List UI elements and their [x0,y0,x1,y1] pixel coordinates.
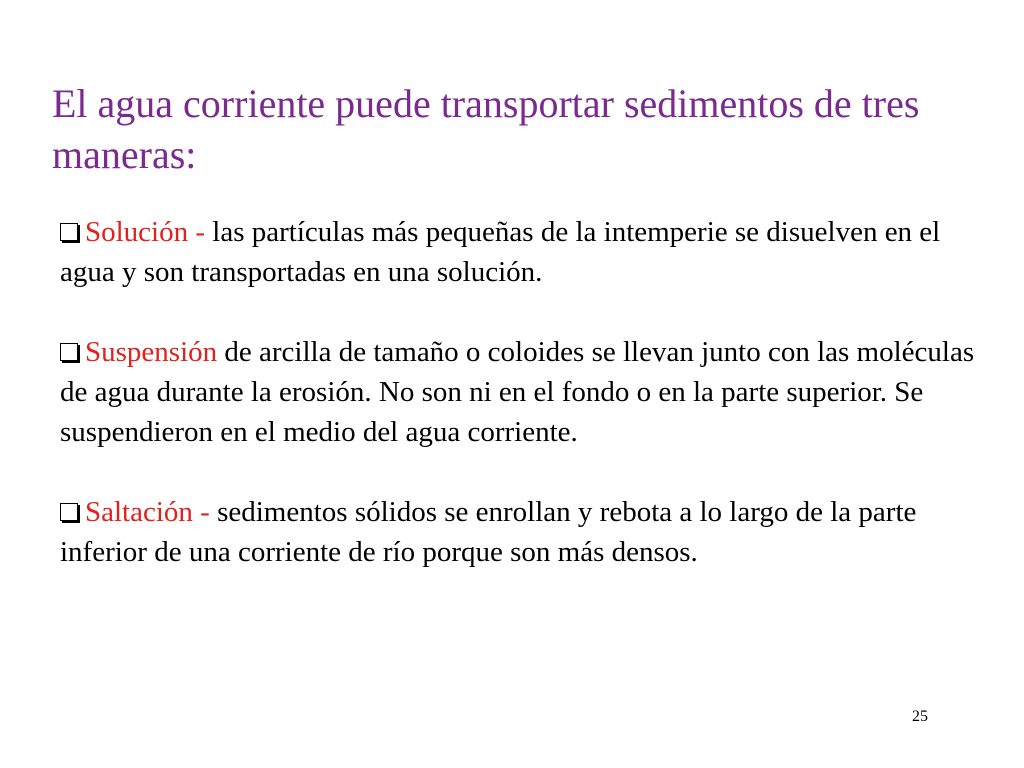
slide-title: El agua corriente puede transportar sedimentos de tres maneras: [52,81,920,177]
bullet-item-solucion [60,212,980,292]
term-saltacion: Saltación - [85,496,218,528]
description-saltacion: sedimentos sólidos se enrollan y rebota a lo largo de la parte inferior de una corriente de río porque son más densos. [60,496,917,568]
bullet-item-saltacion [60,492,980,572]
checkbox-bullet-icon [60,223,78,241]
description-suspension: de arcilla de tamaño o coloides se llevan junto con las moléculas de agua durante la erosión. No son ni en el fondo o en la parte superior. Se suspendieron en el medio del agua corriente. [60,336,975,448]
bullet-list [60,212,980,572]
term-solucion: Solución - [85,216,213,248]
checkbox-bullet-icon [60,343,78,361]
page-number: 25 [912,708,928,725]
checkbox-bullet-icon [60,503,78,521]
bullet-item-suspension [60,332,980,452]
description-solucion: las partículas más pequeñas de la intemperie se disuelven en el agua y son transportadas en una solución. [60,216,941,288]
term-suspension: Suspensión [85,336,218,368]
